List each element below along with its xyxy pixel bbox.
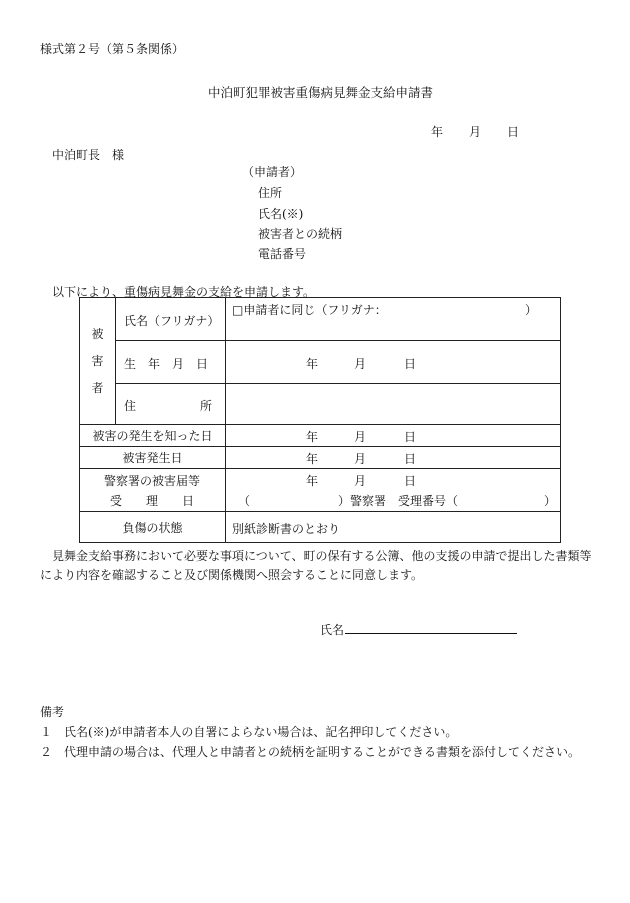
note-item-2-text: 代理申請の場合は、代理人と申請者との続柄を証明することができる書類を添付してください。 (64, 745, 581, 759)
birth-day: 日 (404, 357, 417, 371)
receipt-number-label: 受理番号（ (398, 494, 459, 508)
applicant-address-label: 住所 (258, 186, 283, 200)
consent-line-1: 見舞金支給事務において必要な事項について、町の保有する公簿、他の支援の申請で提出した書類等 (52, 549, 592, 563)
occurred-month: 月 (354, 452, 367, 466)
application-table (79, 297, 561, 543)
consent-line-2: により内容を確認すること及び関係機関へ照会することに同意します。 (40, 568, 424, 582)
police-report-value-cell[interactable] (226, 469, 561, 512)
intro-text: 以下により、重傷病見舞金の支給を申請します。 (52, 285, 316, 299)
victim-name-label: 氏名（フリガナ） (124, 314, 220, 328)
addressee: 中泊町長 様 (52, 148, 125, 162)
victim-name-label-cell (116, 298, 226, 341)
learned-year: 年 (306, 430, 319, 444)
occurred-date-label-cell (80, 447, 226, 469)
police-report-label-2: 受 理 日 (110, 494, 195, 508)
injury-value-cell (226, 512, 561, 543)
victim-name-value-cell[interactable] (226, 298, 561, 341)
victim-char-2: 害 (91, 353, 104, 368)
birth-label: 生 年 月 日 (124, 357, 209, 371)
learned-month: 月 (354, 430, 367, 444)
note-item-1-number: １ (40, 725, 53, 739)
police-day: 日 (404, 474, 417, 488)
birth-label-cell (116, 341, 226, 384)
police-year: 年 (306, 474, 319, 488)
date-month-label: 月 (469, 125, 482, 139)
police-station-label: ）警察署 (338, 494, 387, 508)
occurred-year: 年 (306, 452, 319, 466)
same-as-applicant-checkbox-text[interactable]: □申請者に同じ（フリガナ： (232, 303, 387, 317)
date-year-label: 年 (431, 125, 444, 139)
signature-label: 氏名 (320, 623, 345, 637)
form-number: 様式第２号（第５条関係） (40, 42, 185, 56)
injury-label-cell (80, 512, 226, 543)
victim-address-label-right: 所 (200, 399, 213, 413)
occurred-day: 日 (404, 452, 417, 466)
injury-value: 別紙診断書のとおり (232, 522, 341, 536)
victim-char-1: 被 (91, 326, 104, 341)
form-title: 中泊町犯罪被害重傷病見舞金支給申請書 (208, 85, 434, 100)
victim-char-3: 者 (91, 380, 104, 395)
police-report-label-1: 警察署の被害届等 (104, 474, 201, 488)
birth-year: 年 (306, 357, 319, 371)
police-report-label-cell (80, 469, 226, 512)
police-station-open-paren: （ (238, 494, 251, 508)
occurred-date-label: 被害発生日 (122, 451, 183, 465)
applicant-heading: （申請者） (242, 165, 303, 179)
furigana-close-paren: ） (525, 303, 538, 317)
birth-value-cell[interactable] (226, 341, 561, 384)
birth-month: 月 (354, 357, 367, 371)
applicant-name-label: 氏名(※) (258, 207, 304, 221)
injury-label: 負傷の状態 (122, 520, 183, 535)
learned-date-label: 被害の発生を知った日 (92, 429, 213, 443)
receipt-number-close-paren: ） (544, 494, 557, 508)
learned-date-label-cell (80, 425, 226, 447)
date-day-label: 日 (507, 125, 520, 139)
signature-line[interactable] (345, 633, 517, 634)
note-item-2-number: ２ (40, 745, 53, 759)
police-month: 月 (354, 474, 367, 488)
victim-address-label-cell (116, 384, 226, 425)
learned-date-value-cell[interactable] (226, 425, 561, 447)
applicant-relation-label: 被害者との続柄 (258, 227, 343, 241)
victim-address-value-cell[interactable] (226, 384, 561, 425)
occurred-date-value-cell[interactable] (226, 447, 561, 469)
victim-address-label-left: 住 (124, 399, 137, 413)
applicant-phone-label: 電話番号 (258, 247, 307, 261)
notes-heading: 備考 (40, 705, 65, 719)
note-item-1-text: 氏名(※)が申請者本人の自署によらない場合は、記名押印してください。 (64, 725, 458, 739)
learned-day: 日 (404, 430, 417, 444)
victim-label-cell (80, 298, 116, 425)
